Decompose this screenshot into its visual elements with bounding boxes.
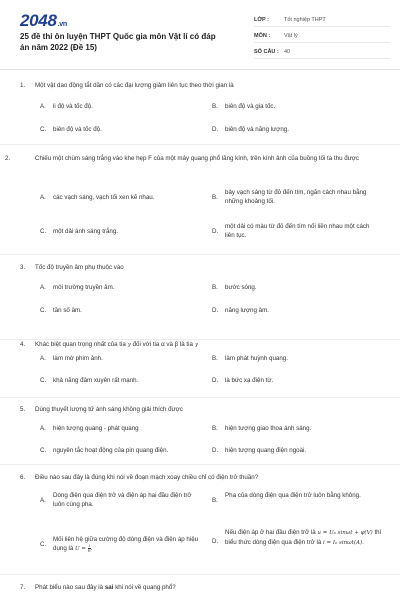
fraction: $\frac{I}{R}$ xyxy=(87,543,91,553)
exam-meta xyxy=(254,14,390,62)
question-text: 3. Tốc độ truyền âm phụ thuộc vào xyxy=(20,264,124,271)
gamma-symbol: γ xyxy=(194,342,198,348)
question-1: 1. Một vật dao động tắt dần có các đại lượng giảm liên tục theo thời gian là A. li độ và tốc độ. B. biên độ và gia tốc. C. biên độ và tốc độ. D. biên độ và năng lượng. xyxy=(0,70,400,145)
page-header xyxy=(0,0,400,70)
question-text: 4. Khác biệt quan trọng nhất của tia γ đối với tia α và β là tia γ xyxy=(20,341,198,348)
meta-key: LỚP : xyxy=(254,17,269,23)
meta-value: Vật lý xyxy=(284,33,298,39)
question-text: 5. Dùng thuyết lượng tử ánh sáng không giải thích được xyxy=(20,406,183,413)
gamma-symbol: γ xyxy=(127,342,131,348)
question-4: 4. Khác biệt quan trọng nhất của tia γ đối với tia α và β là tia γ A. làm mờ phim ảnh. B. làm phát huỳnh quang. C. khả năng đâm xuyên rất mạnh. D. là bức xạ điện từ. xyxy=(0,340,400,398)
meta-row-count xyxy=(254,46,390,59)
option-d-text: Nếu điện áp ở hai đầu điện trở là u = U₀ sinωt + φ(V) thì biểu thức dòng điện qua điện trở là i = I₀ sinωt(A). xyxy=(225,529,382,546)
question-3: 3. Tốc độ truyền âm phụ thuộc vào A. môi trường truyền âm. B. bước sóng. C. tần số âm. D. năng lượng âm. xyxy=(0,255,400,340)
meta-value: Tốt nghiệp THPT xyxy=(284,17,326,23)
question-5: 5. Dùng thuyết lượng tử ánh sáng không giải thích được A. hiện tượng quang - phát quang B. hiện tượng giao thoa ánh sáng. C. nguyên tắc hoạt động của pin quang điện. D. hiện tượng quang điện ngoài. xyxy=(0,398,400,465)
logo-sub: .vn xyxy=(57,21,67,28)
logo-main: 2048 xyxy=(20,11,57,30)
meta-key: MÔN : xyxy=(254,33,271,39)
exam-title: 25 đề thi ôn luyện THPT Quốc gia môn Vật lí có đáp án năm 2022 (Đề 15) xyxy=(20,32,216,52)
meta-value: 40 xyxy=(284,49,291,55)
question-text: 1. Một vật dao động tắt dần có các đại lượng giảm liên tục theo thời gian là xyxy=(20,82,234,89)
question-text: 6. Điều nào sau đây là đúng khi nói về đoạn mạch xoay chiều chỉ có điện trở thuần? xyxy=(20,474,259,481)
question-2: 2. Chiếu một chùm sáng trắng vào khe hẹp F của một máy quang phổ lăng kính, trên kính ảnh của buồng tối ta thu được A. các vạch sáng, vạch tối xen kẽ nhau. B. bảy vạch sáng từ đỏ đến tím, ngăn cách nhau bằng những khoảng tối. C. một dải ánh sáng trắng. D. một dải có màu từ đỏ đến tím nối liền nhau một cách liên tục. xyxy=(0,145,400,255)
meta-key: SỐ CÂU : xyxy=(254,49,279,55)
meta-row-subject xyxy=(254,30,390,43)
meta-row-class xyxy=(254,14,390,27)
site-logo[interactable] xyxy=(20,11,67,31)
question-text: 2. Chiếu một chùm sáng trắng vào khe hẹp F của một máy quang phổ lăng kính, trên kính ảnh của buồng tối ta thu được xyxy=(5,155,359,162)
option-c-text: Mối liên hệ giữa cường độ dòng điện và điện áp hiệu dụng là U = $\frac{I}{R}$ . xyxy=(53,536,199,553)
question-text: 7. Phát biểu nào sau đây là sai khi nói về quang phổ? xyxy=(20,584,176,591)
question-6: 6. Điều nào sau đây là đúng khi nói về đoạn mạch xoay chiều chỉ có điện trở thuần? A. Dòng điện qua điện trở và điện áp hai đầu điện trở luôn cùng pha. B. Pha của dòng điện qua điện trở luôn bằng không. C. Mối liên hệ giữa cường độ dòng điện và điện áp hiệu dụng là U = $\frac{I}{R}$ . D. Nếu điện áp ở hai đầu điện trở là u = U₀ sinωt + φ(V) thì biểu thức dòng điện qua điện trở là i = I₀ sinωt(A). xyxy=(0,465,400,575)
question-7 xyxy=(0,575,400,600)
